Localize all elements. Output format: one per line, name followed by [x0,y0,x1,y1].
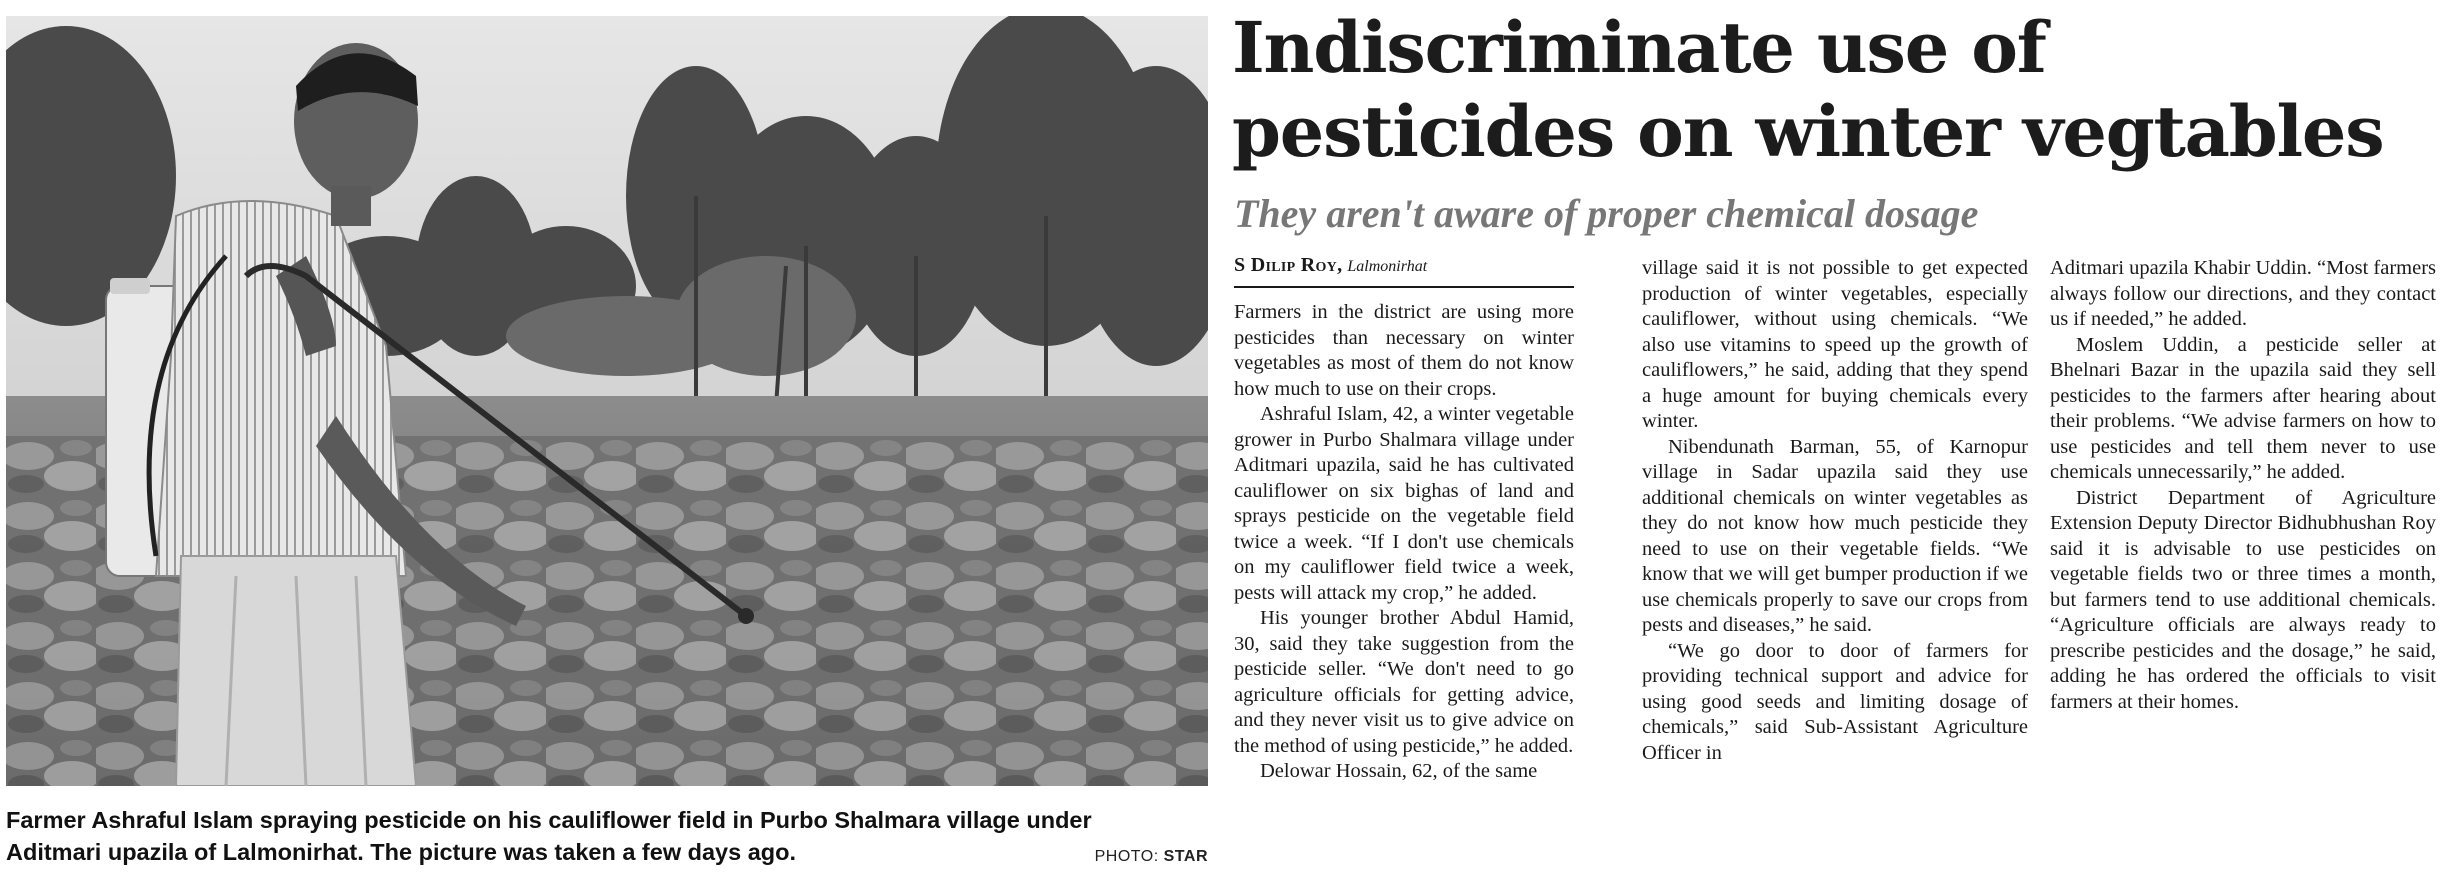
article-paragraph: District Department of Agriculture Extension Deputy Director Bidhubhushan Roy said it is advisable to use pesticides on vegetable fields two or three times a month, but farmers tend to use additional chemicals. “Agriculture officials are always ready to prescribe pesticides and the dosage,” he said, adding he has ordered the officials to visit farmers at their homes. [2050,486,2436,713]
byline-author: S Dilip Roy, [1234,254,1343,276]
article-subhead: They aren't aware of proper chemical dosage [1234,191,1979,236]
article-paragraph: Moslem Uddin, a pesticide seller at Bhelnari Bazar in the upazila said they sell pesticides to the farmers after hearing about their problems. “We advise farmers on how to use pesticides and tell them never to use chemicals unnecessarily,” he added. [2050,333,2436,483]
photo-credit-label: PHOTO: [1094,848,1159,865]
article-paragraph: Farmers in the district are using more pesticides than necessary on winter vegetables as most of them do not know how much to use on their crops. [1234,301,1574,400]
article-paragraph: Delowar Hossain, 62, of the same [1260,760,1538,782]
photo-caption: Farmer Ashraful Islam spraying pesticide on his cauliflower field in Purbo Shalmara village under Aditmari upazila of Lalmonirhat. The picture was taken a few days ago. [6,807,1092,865]
news-photo [6,16,1208,786]
farmer-spraying-field-image [6,16,1208,786]
byline [1234,252,1574,288]
article-paragraph: Ashraful Islam, 42, a winter vegetable grower in Purbo Shalmara village under Aditmari upazila, said he has cultivated cauliflower on six bighas of land and sprays pesticide on the vegetable field twice a week. “If I don't use chemicals on my cauliflower field twice a week, pests will attack my crop,” he added. [1234,403,1574,604]
article-column-2 [1642,256,2028,766]
photo-credit [1095,848,1208,866]
article-column-3 [2050,256,2436,715]
byline-location: Lalmonirhat [1347,258,1428,275]
article-paragraph: Aditmari upazila Khabir Uddin. “Most farmers always follow our directions, and they contact us if needed,” he added. [2050,257,2436,330]
article-paragraph: His younger brother Abdul Hamid, 30, said they take suggestion from the pesticide seller. “We don't need to go agriculture officials for getting advice, and they never visit us to give advice on the method of using pesticide,” he added. [1234,607,1574,757]
article-paragraph: village said it is not possible to get expected production of winter vegetables, especially cauliflower, without using chemicals. “We also use vitamins to speed up the growth of cauliflowers,” he said, adding that they spend a huge amount for buying chemicals every winter. [1642,257,2028,432]
article-column-1 [1234,252,1574,785]
article-paragraph: Nibendunath Barman, 55, of Karnopur village in Sadar upazila said they use additional chemicals on winter vegetables as they do not know how much pesticide they need to use on their vegetable fields. “We know that we will get bumper production if we use chemicals properly to save our crops from pests and diseases,” he said. [1642,435,2028,636]
photo-credit-source: STAR [1163,848,1208,865]
article-headline: Indiscriminate use of pesticides on winter vegtables [1232,6,2384,173]
article-paragraph: “We go door to door of farmers for providing technical support and advice for using good seeds and limiting dosage of chemicals,” said Sub-Assistant Agriculture Officer in [1642,639,2028,764]
